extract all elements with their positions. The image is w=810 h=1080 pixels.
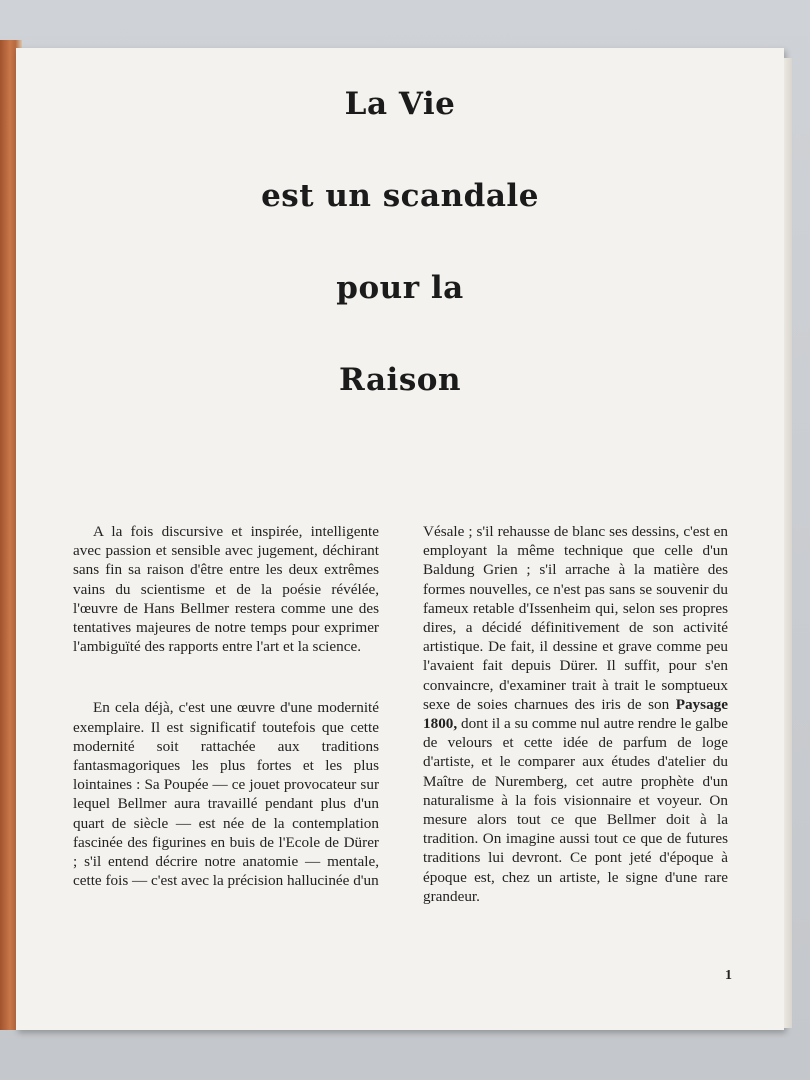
left-paragraph-2: En cela déjà, c'est une œuvre d'une modernité exemplaire. Il est significatif toutefois que cette modernité soit rattachée aux traditions fantasmagoriques les plus fortes et les plus lointaines : Sa Poupée — ce jouet provocateur sur lequel Bellmer aura travaillé pendant plus d'un quart de siècle — est née de la contemplation fascinée des figurines en buis de l'Ecole de Dürer ; s'il entend décrire notre anatomie — mentale, cette fois — c'est avec la précision hallucinée d'un [73, 699, 379, 890]
right-paragraph [423, 522, 728, 906]
title-line-1: La Vie [344, 86, 456, 122]
left-text-column [73, 522, 379, 890]
left-paragraph-1: A la fois discursive et inspirée, intelligente avec passion et sensible avec jugement, déchirant sans fin sa raison d'être entre les deux extrêmes vains du scientisme et de la poésie révélée, l'œuvre de Hans Bellmer restera comme une des tentatives majeures de notre temps pour exprimer l'ambiguïté des rapports entre l'art et la science. [73, 523, 379, 656]
page-number: 1 [725, 968, 732, 983]
book-page [16, 48, 784, 1030]
right-text-column [423, 522, 728, 906]
right-text-after-title: dont il a su comme nul autre rendre le galbe de velours et cette idée de parfum de loge d'artiste, et le comparer aux études d'atelier du Maître de Nuremberg, cet autre prophète d'un naturalisme à la fois visionnaire et voyeur. On mesure alors tout ce que Bellmer doit à la tradition. On imagine aussi tout ce que de futures traditions lui devront. Ce pont jeté d'époque à époque est, chez un artiste, le signe d'une rare grandeur. [423, 715, 729, 905]
title-line-2: est un scandale [261, 178, 539, 214]
title-line-3: pour la [336, 270, 464, 306]
title-line-4: Raison [338, 362, 461, 398]
right-text-before-title: Vésale ; s'il rehausse de blanc ses dessins, c'est en employant la même technique que celle d'un Baldung Grien ; s'il arrache à la matière des formes nouvelles, ce n'est pas sans se souvenir du fameux retable d'Issenheim qui, selon ses propres dires, a décidé définitivement de son activité artistique. De fait, il dessine et grave comme peu l'avaient fait depuis Dürer. Il suffit, pour s'en convaincre, d'examiner trait à trait le somptueux sexe de soies charnues des iris de son [423, 523, 728, 713]
artwork-title: Paysage 1800, [423, 695, 728, 733]
